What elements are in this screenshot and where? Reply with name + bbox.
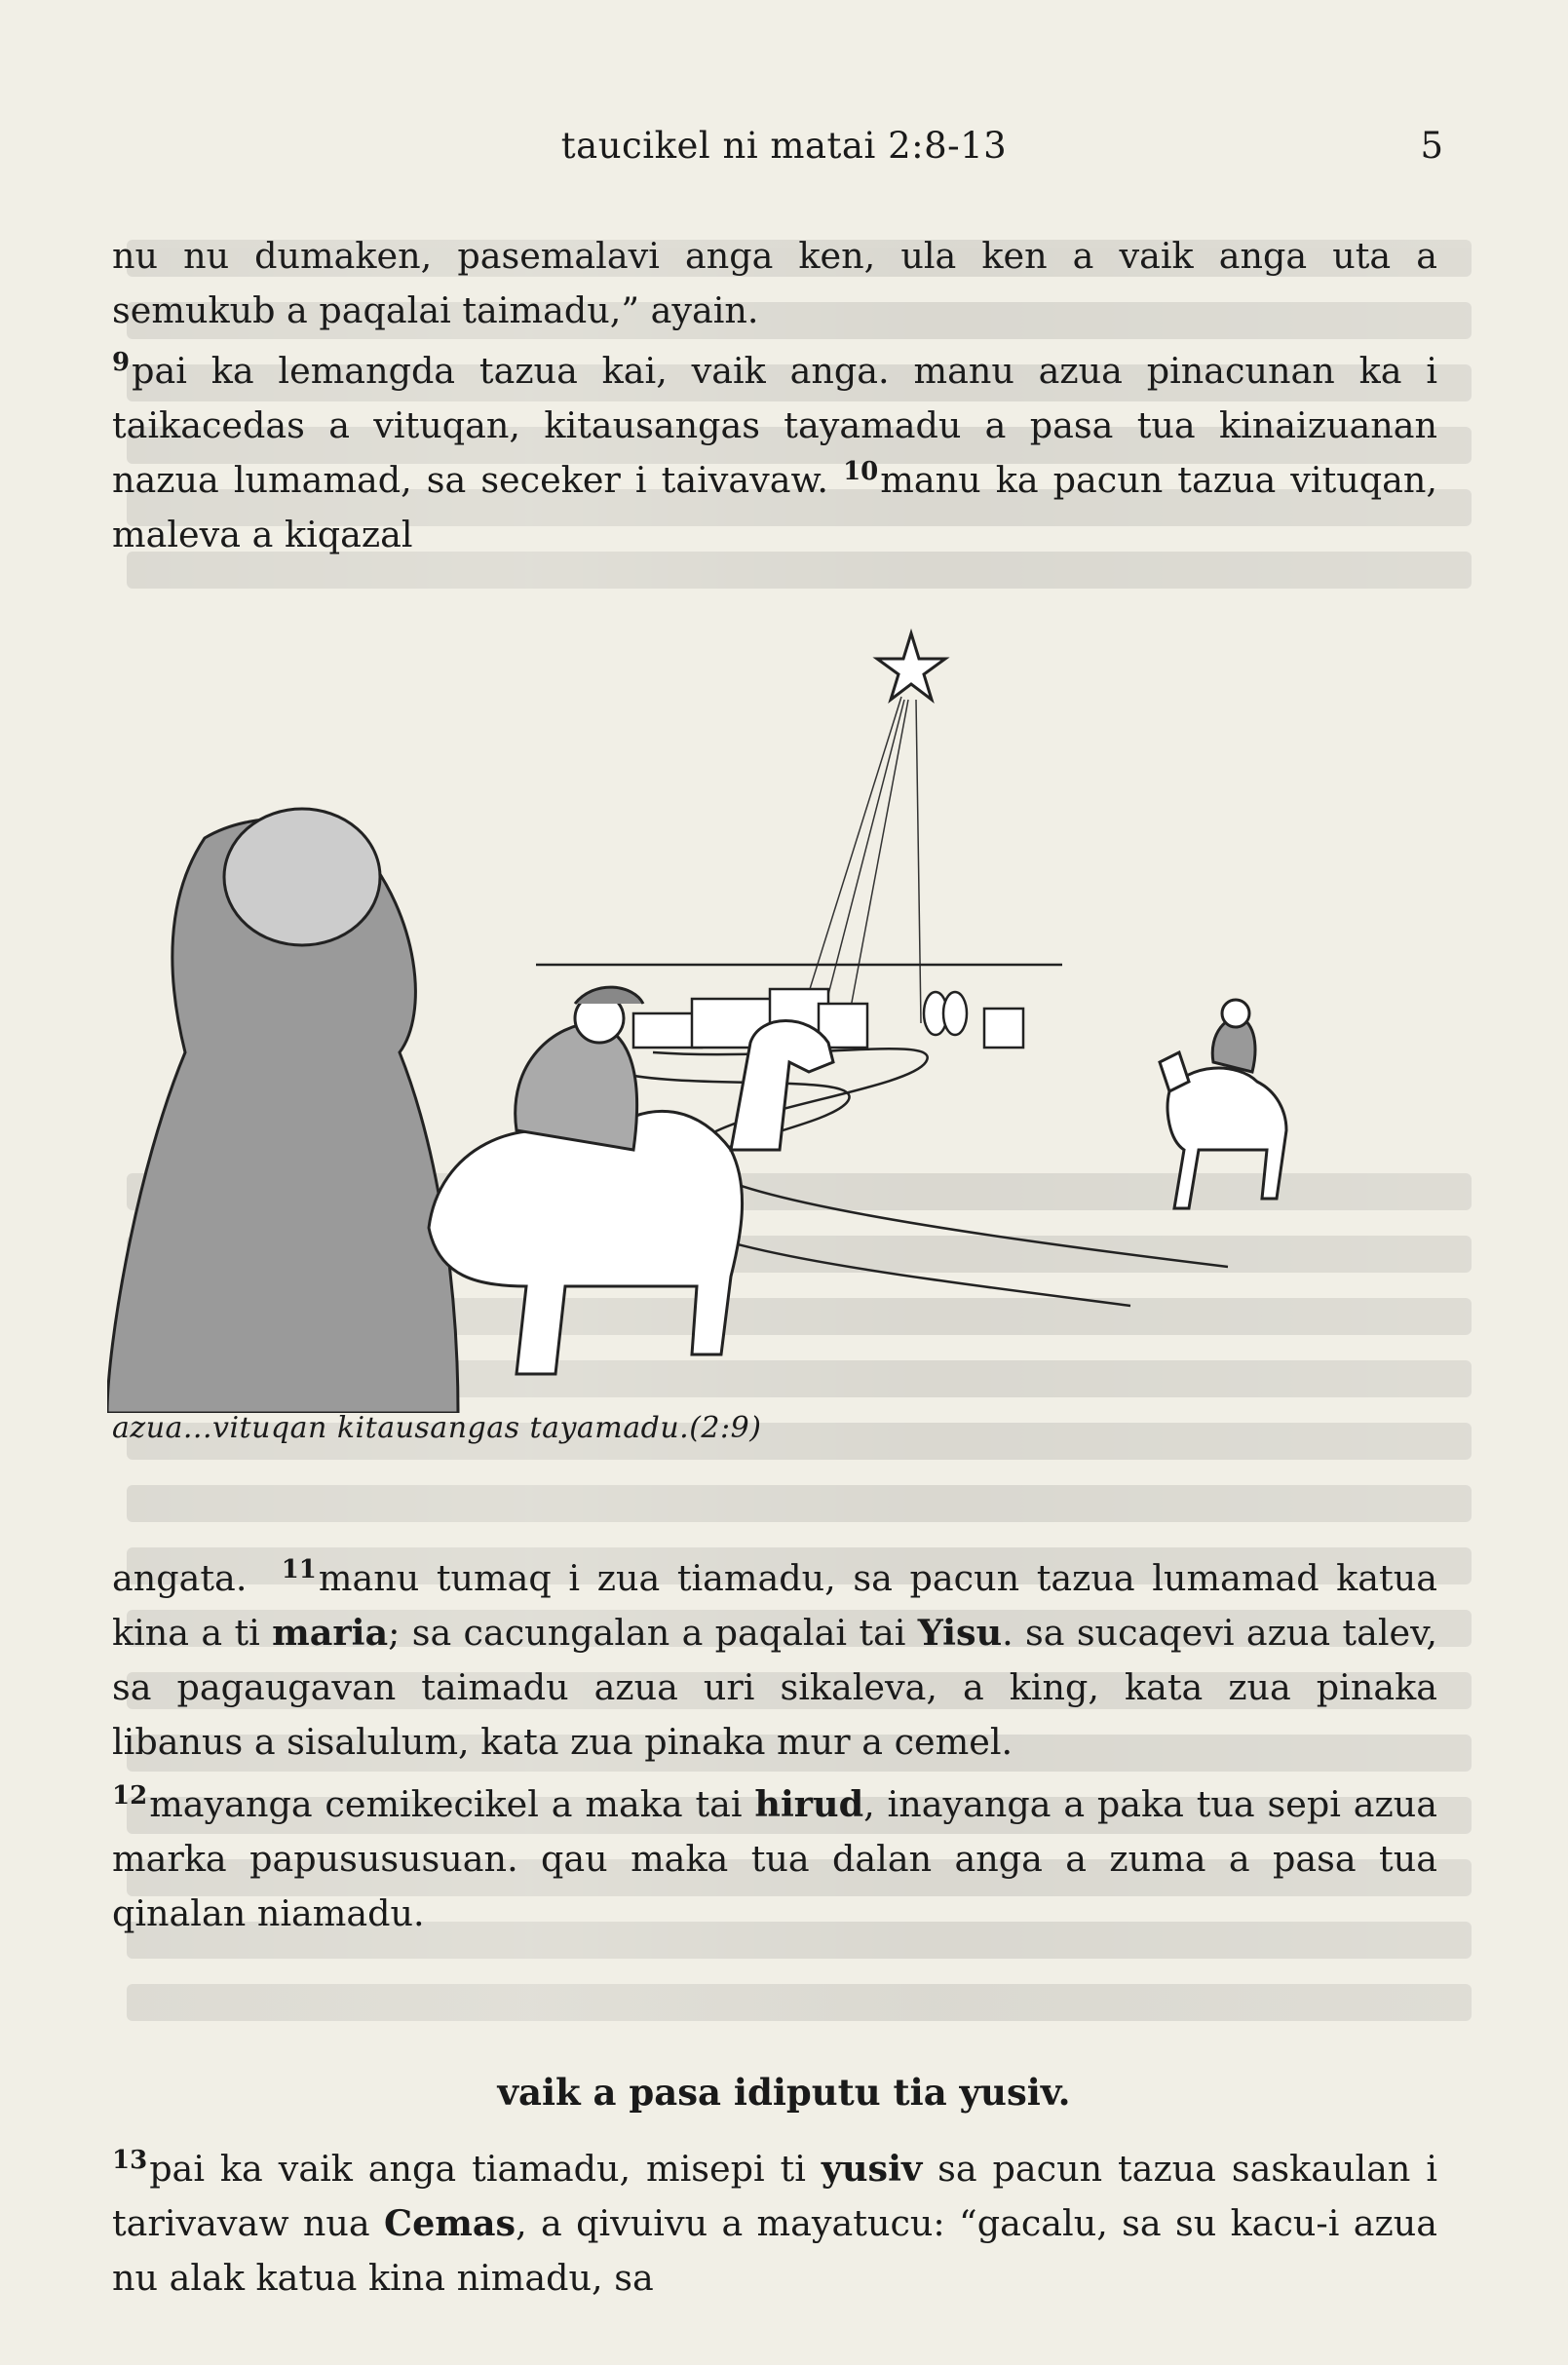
verse-text: , inayanga a paka tua sepi azua marka papusususuan. qau maka tua dalan anga a zuma a pasa tua qinalan niamadu. — [112, 1783, 1437, 1934]
name-maria: maria — [272, 1612, 389, 1654]
name-cemas: Cemas — [384, 2202, 516, 2244]
section-heading: vaik a pasa idiputu tia yusiv. — [497, 2071, 1071, 2114]
verse-text: sa pacun tazua saskaulan i tarivavaw nua — [112, 2148, 1438, 2244]
verse-text: manu tumaq i zua tiamadu, sa pacun tazua lumamad katua kina a ti — [112, 1557, 1437, 1654]
verse-text: mayanga cemikecikel a maka tai — [149, 1783, 755, 1825]
distant-camel-rider — [1160, 1000, 1286, 1208]
verse-text: pai ka lemangda tazua kai, vaik anga. manu azua pinacunan ka i taikacedas a vituqan, kitausangas tayamadu a pasa tua kinaizuanan nazua lumamad, sa seceker i taivavaw. — [112, 350, 1437, 501]
nativity-magi-illustration — [107, 604, 1452, 1413]
name-hirud: hirud — [754, 1783, 864, 1825]
verse-11 — [112, 1551, 1437, 1770]
verse-text: . sa sucaqevi azua talev, sa pagaugavan taimadu azua uri sikaleva, a king, kata zua pinaka libanus a sisalulum, kata zua pinaka mur a cemel. — [112, 1612, 1438, 1763]
verse-number: 12 — [112, 1780, 148, 1811]
illustration-caption: azua...vituqan kitausangas tayamadu.(2:9) — [112, 1411, 762, 1445]
verse-text: manu ka pacun tazua vituqan, maleva a kiqazal — [112, 459, 1437, 555]
verse-text: , a qivuivu a mayatucu: “gacalu, sa su kacu-i azua nu alak katua kina nimadu, sa — [112, 2202, 1437, 2299]
text-block-middle — [112, 1551, 1437, 1941]
page-number: 5 — [1420, 125, 1443, 167]
wise-man-on-camel — [429, 987, 833, 1374]
star-rays — [799, 697, 921, 1023]
verse-9 — [112, 344, 1437, 562]
verse-number: 11 — [281, 1554, 317, 1584]
text-block-top — [112, 229, 1437, 562]
verse-number: 10 — [843, 456, 879, 486]
text-block-bottom — [112, 2142, 1437, 2306]
verse-text: pai ka vaik anga tiamadu, misepi ti — [149, 2148, 822, 2190]
hooded-figure — [107, 809, 458, 1413]
verse-number: 13 — [112, 2145, 148, 2175]
running-title: taucikel ni matai 2:8-13 — [560, 125, 1008, 167]
text-line: nu nu dumaken, pasemalavi anga ken, ula ken a vaik anga uta a semukub a paqalai taimadu,” ayain. — [112, 235, 1437, 331]
verse-13 — [112, 2142, 1437, 2306]
verse-12 — [112, 1777, 1437, 1941]
verse-text: ; sa cacungalan a paqalai tai — [388, 1612, 918, 1654]
paragraph-continuation — [112, 229, 1437, 338]
name-yisu: Yisu — [917, 1612, 1003, 1654]
text-line: angata. — [112, 1557, 248, 1599]
star-icon — [877, 633, 945, 700]
verse-number: 9 — [112, 347, 131, 377]
page-header — [0, 125, 1568, 183]
name-yusiv: yusiv — [821, 2148, 923, 2190]
